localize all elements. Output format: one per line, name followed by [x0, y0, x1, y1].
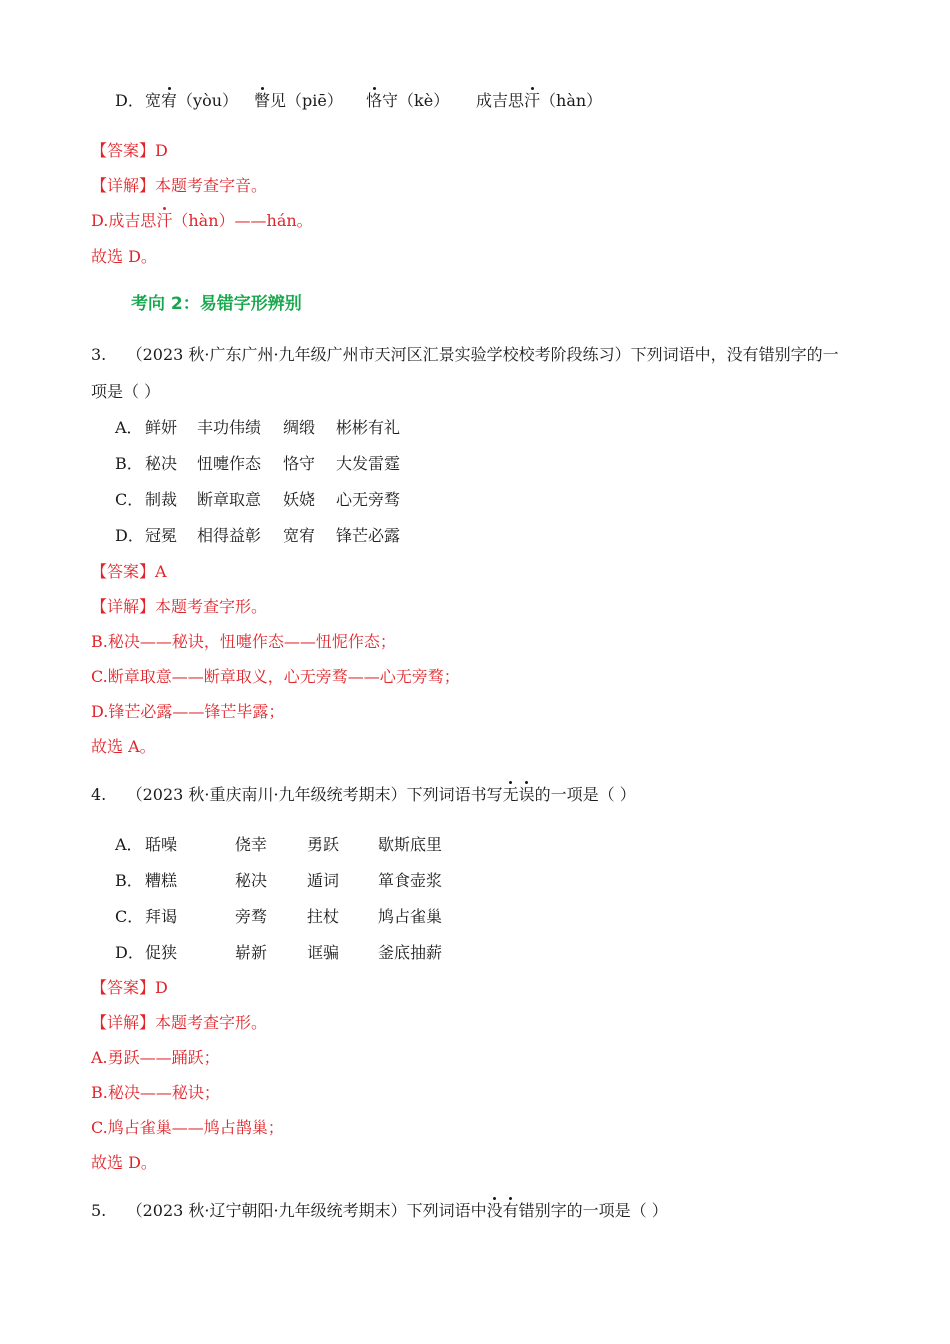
q4-conclusion: 故选 D。: [91, 1153, 157, 1172]
option-label: D．: [115, 943, 144, 962]
option-word: 冠冕: [145, 526, 178, 545]
emphasis-dot-char: 没: [486, 1201, 503, 1220]
emphasis-dot-char: 恪: [366, 91, 383, 110]
emphasis-dot-char: 无: [502, 785, 519, 804]
option-word: 秘决: [145, 454, 178, 473]
option-word: 鸠占雀巢: [378, 907, 443, 926]
option-word: 相得益彰: [197, 526, 262, 545]
option-label: A．: [115, 835, 143, 854]
emphasis-dot-char: 误: [518, 785, 535, 804]
emphasis-dot-char: 有: [502, 1201, 519, 1220]
option-word: 大发雷霆: [336, 454, 401, 473]
option-word: 宽宥: [283, 526, 316, 545]
option-word: 秘决: [235, 871, 268, 890]
option-word: 彬彬有礼: [336, 418, 401, 437]
q2-option-d-item-3: 恪守（kè）: [366, 91, 450, 110]
option-word: 旁骛: [235, 907, 268, 926]
question-number: 4.: [91, 785, 107, 804]
q3-explanation-d: D.锋芒必露——锋芒毕露；: [91, 702, 285, 721]
q2-option-d-item-2: 瞥见（piē）: [254, 91, 343, 110]
option-word: 拜谒: [145, 907, 178, 926]
q5-stem: 5. （2023 秋·辽宁朝阳·九年级统考期末）下列词语中没有错别字的一项是（ ）: [91, 1201, 668, 1220]
emphasis-dot-char: 宥: [161, 91, 178, 110]
option-word: 绸缎: [283, 418, 316, 437]
option-word: 拄杖: [307, 907, 340, 926]
option-word: 鲜妍: [145, 418, 178, 437]
q3-explanation-c: C.断章取意——断章取义，心无旁骛——心无旁骛；: [91, 667, 460, 686]
question-number: 3.: [91, 345, 107, 364]
option-word: 丰功伟绩: [197, 418, 262, 437]
option-label: B．: [115, 454, 143, 473]
q2-option-d-item-1: 宽宥（yòu）: [145, 91, 239, 110]
option-label: C．: [115, 490, 144, 509]
option-word: 制裁: [145, 490, 178, 509]
emphasis-dot-char: 汗: [524, 91, 541, 110]
emphasis-dot-text: [503, 785, 535, 804]
option-word: 心无旁骛: [336, 490, 401, 509]
option-label: D．: [115, 526, 144, 545]
q3-answer: 【答案】A: [91, 562, 167, 581]
option-word: 侥幸: [235, 835, 268, 854]
q3-detail: 【详解】本题考查字形。: [91, 597, 268, 616]
option-word: 糟糕: [145, 871, 178, 890]
option-word: 歇斯底里: [378, 835, 443, 854]
option-label: D．: [115, 91, 144, 110]
emphasis-dot-char: 瞥: [254, 91, 271, 110]
q2-conclusion: 故选 D。: [91, 247, 157, 266]
option-word: 妖娆: [283, 490, 316, 509]
option-word: 釜底抽薪: [378, 943, 443, 962]
q3-conclusion: 故选 A。: [91, 737, 156, 756]
q3-stem-line-1: 3. （2023 秋·广东广州·九年级广州市天河区汇景实验学校校考阶段练习）下列词语中，没有错别字的一: [91, 345, 839, 364]
option-label: B．: [115, 871, 143, 890]
q2-option-d-item-4: 成吉思汗（hàn）: [476, 91, 603, 110]
option-word: 聒噪: [145, 835, 178, 854]
option-label: C．: [115, 907, 144, 926]
q3-stem-line-2: 项是（ ）: [91, 382, 161, 401]
option-word: 勇跃: [307, 835, 340, 854]
option-word: 箪食壶浆: [378, 871, 443, 890]
option-word: 断章取意: [197, 490, 262, 509]
emphasis-dot-char: 汗: [156, 211, 173, 230]
option-word: 遁词: [307, 871, 340, 890]
q3-explanation-b: B.秘决——秘诀，忸嚏作态——忸怩作态；: [91, 632, 396, 651]
section-heading: 考向 2：易错字形辨别: [131, 294, 302, 314]
q4-explanation-b: B.秘决——秘诀；: [91, 1083, 220, 1102]
option-word: 崭新: [235, 943, 268, 962]
emphasis-dot-text: [487, 1201, 519, 1220]
q2-detail: 【详解】本题考查字音。: [91, 176, 268, 195]
q2-option-d: [115, 91, 144, 111]
q4-explanation-a: A.勇跃——踊跃；: [91, 1048, 220, 1067]
option-word: 忸嚏作态: [197, 454, 262, 473]
option-word: 锋芒必露: [336, 526, 401, 545]
option-word: 恪守: [283, 454, 316, 473]
option-label: A．: [115, 418, 143, 437]
q4-detail: 【详解】本题考查字形。: [91, 1013, 268, 1032]
q4-explanation-c: C.鸠占雀巢——鸠占鹊巢；: [91, 1118, 284, 1137]
option-word: 促狭: [145, 943, 178, 962]
q2-answer: 【答案】D: [91, 141, 168, 160]
question-number: 5.: [91, 1201, 107, 1220]
q4-stem: 4. （2023 秋·重庆南川·九年级统考期末）下列词语书写无误的一项是（ ）: [91, 785, 636, 804]
q2-explanation: D.成吉思汗（hàn）——hán。: [91, 211, 313, 230]
option-word: 诓骗: [307, 943, 340, 962]
q4-answer: 【答案】D: [91, 978, 168, 997]
